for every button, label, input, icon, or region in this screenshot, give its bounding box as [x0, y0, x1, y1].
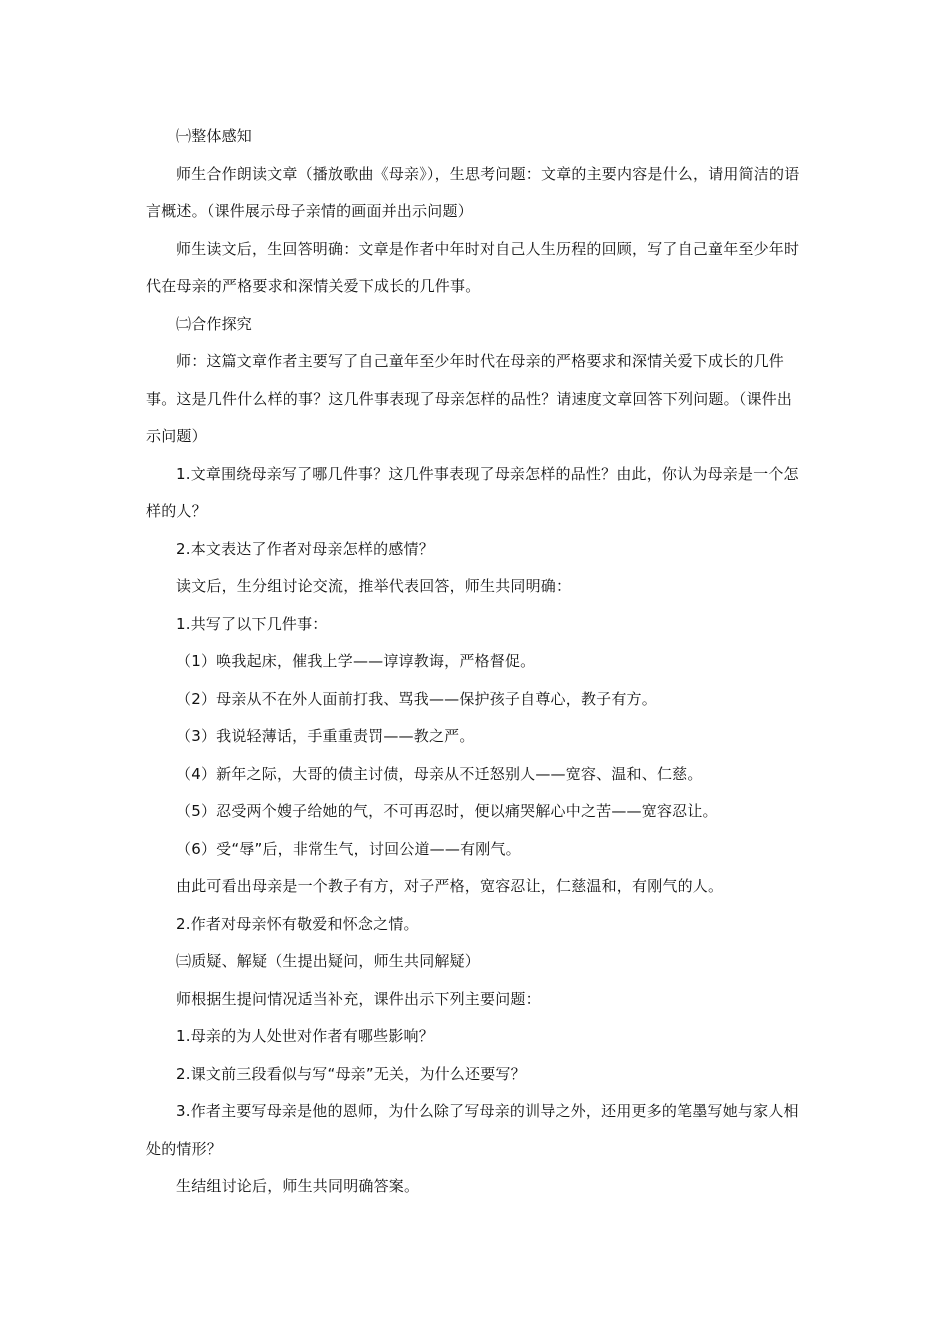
- event-item-4: （4）新年之际，大哥的债主讨债，母亲从不迁怒别人——宽容、温和、仁慈。: [176, 764, 703, 783]
- question-item-1: 1.文章围绕母亲写了哪几件事？这几件事表现了母亲怎样的品性？由此，你认为母亲是一个怎样的人？: [146, 464, 799, 520]
- answer-item-2: 2.作者对母亲怀有敬爱和怀念之情。: [176, 914, 419, 933]
- paragraph-teacher-prompt: 师：这篇文章作者主要写了自己童年至少年时代在母亲的严格要求和深情关爱下成长的几件事。这是几件什么样的事？这几件事表现了母亲怎样的品性？请速度文章回答下列问题。（课件出示问题）: [146, 352, 793, 445]
- question-item-2: 2.本文表达了作者对母亲怎样的感情？: [176, 539, 434, 558]
- paragraph-teacher-supplement: 师根据生提问情况适当补充，课件出示下列主要问题：: [176, 989, 541, 1008]
- paragraph-conclusion: 生结组讨论后，师生共同明确答案。: [176, 1177, 420, 1195]
- paragraph-reading-answer: 师生读文后，生回答明确：文章是作者中年时对自己人生历程的回顾，写了自己童年至少年时代在母亲的严格要求和深情关爱下成长的几件事。: [146, 239, 800, 295]
- section-heading-overall-perception: ㈠整体感知: [176, 127, 253, 145]
- event-item-3: （3）我说轻薄话，手重重责罚——教之严。: [176, 727, 475, 745]
- paragraph-summary: 由此可看出母亲是一个教子有方，对子严格，宽容忍让，仁慈温和，有刚气的人。: [176, 877, 724, 895]
- answer-item-1: 1.共写了以下几件事：: [176, 614, 328, 633]
- event-item-6: （6）受“辱”后，非常生气，讨回公道——有刚气。: [176, 839, 521, 858]
- section-heading-questions: ㈢质疑、解疑（生提出疑问，师生共同解疑）: [176, 952, 481, 970]
- paragraph-discussion-intro: 读文后，生分组讨论交流，推举代表回答，师生共同明确：: [176, 577, 572, 595]
- document-body: [146, 118, 806, 1206]
- follow-up-question-1: 1.母亲的为人处世对作者有哪些影响？: [176, 1027, 434, 1045]
- follow-up-question-2: 2.课文前三段看似与写“母亲”无关，为什么还要写？: [176, 1064, 526, 1083]
- section-heading-cooperative-inquiry: ㈡合作探究: [176, 314, 253, 333]
- follow-up-question-3: 3.作者主要写母亲是他的恩师，为什么除了写母亲的训导之外，还用更多的笔墨写她与家人相处的情形？: [146, 1102, 799, 1158]
- event-item-1: （1）唤我起床，催我上学——谆谆教诲，严格督促。: [176, 652, 536, 670]
- paragraph-reading-task: 师生合作朗读文章（播放歌曲《母亲》），生思考问题：文章的主要内容是什么，请用简洁的语言概述。（课件展示母子亲情的画面并出示问题）: [146, 164, 800, 220]
- event-item-2: （2）母亲从不在外人面前打我、骂我——保护孩子自尊心，教子有方。: [176, 689, 657, 708]
- event-item-5: （5）忍受两个嫂子给她的气，不可再忍时，便以痛哭解心中之苦——宽容忍让。: [176, 802, 718, 820]
